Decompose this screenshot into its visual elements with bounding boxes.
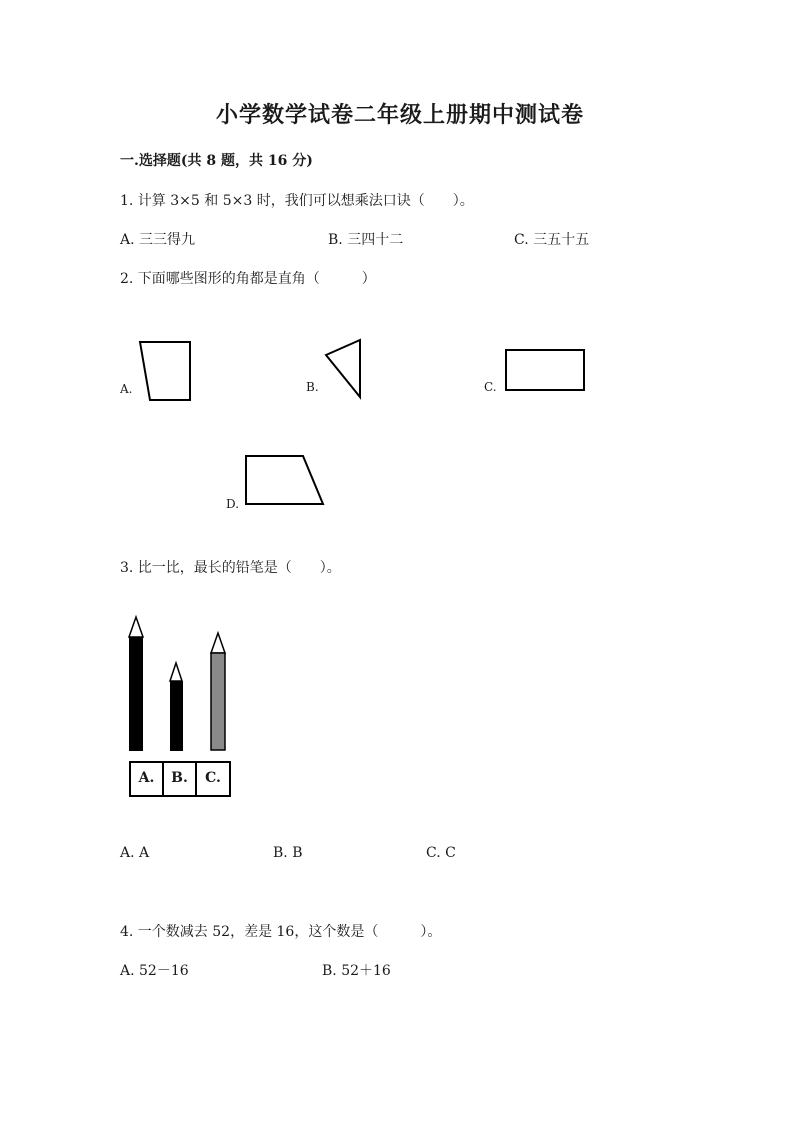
question-4-option-b[interactable]: B. 52＋16 [322,963,391,979]
page-title: 小学数学试卷二年级上册期中测试卷 [215,102,584,128]
question-1-option-a[interactable]: A. 三三得九 [120,232,196,248]
figure-a-label[interactable]: A. [120,382,133,396]
pencil-label-b: B. [171,770,188,786]
question-1-text: 1. 计算 3×5 和 5×3 时，我们可以想乘法口诀（ ）。 [120,193,474,209]
question-3-option-b[interactable]: B. B [273,845,303,861]
question-4-option-a[interactable]: A. 52－16 [120,963,189,979]
question-1-option-c[interactable]: C. 三五十五 [514,232,590,248]
question-1-option-b[interactable]: B. 三四十二 [328,232,404,248]
question-4-text: 4. 一个数减去 52，差是 16，这个数是（ ）。 [120,924,442,940]
figure-d-label[interactable]: D. [226,497,240,511]
question-3-option-c[interactable]: C. C [426,845,456,861]
section-heading: 一.选择题(共 8 题，共 16 分) [120,153,313,169]
question-2-text: 2. 下面哪些图形的角都是直角（ ） [120,271,376,287]
figure-b-label[interactable]: B. [306,380,319,394]
figure-c-label[interactable]: C. [484,380,497,394]
pencil-label-c: C. [205,770,221,786]
pencil-label-a: A. [138,770,155,786]
question-3-text: 3. 比一比，最长的铅笔是（ ）。 [120,560,341,576]
question-3-option-a[interactable]: A. A [120,845,150,861]
